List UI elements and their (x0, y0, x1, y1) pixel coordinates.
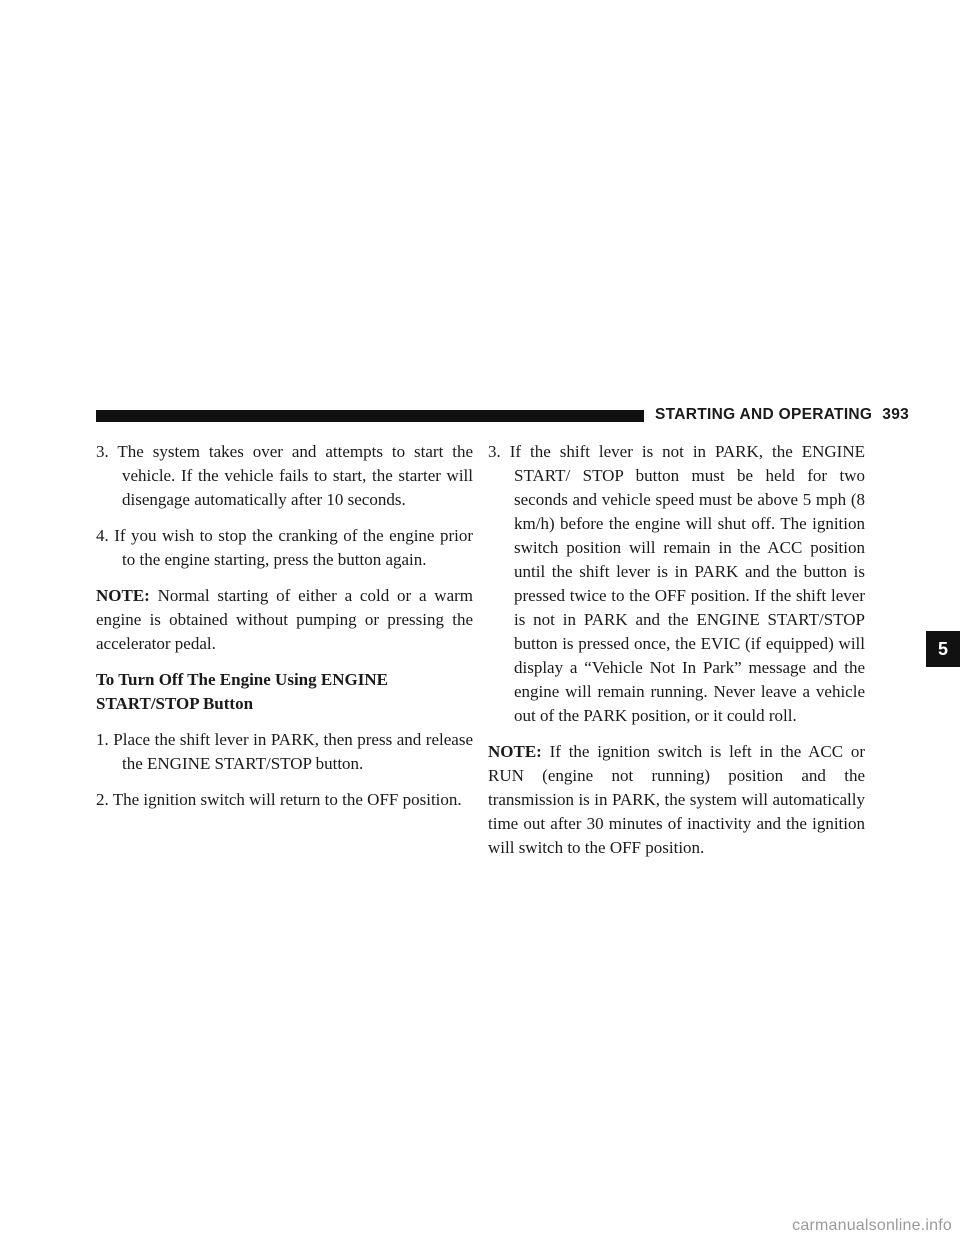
section-title: STARTING AND OPERATING (655, 406, 873, 423)
subheading-line-1: To Turn Off The Engine Using ENGINE (96, 670, 388, 689)
subheading-line-2: START/STOP Button (96, 694, 254, 713)
note-text-right: If the ignition switch is left in the ACC or RUN (engine not running) position and the transmission is in PARK, the system will automatically time out after 30 minutes of inactivity and the ignition will switch to the OFF position. (488, 742, 866, 857)
left-column (96, 440, 473, 824)
section-subheading (96, 668, 473, 716)
watermark: carmanualsonline.info (792, 1217, 952, 1234)
list-item-4: 4. If you wish to stop the cranking of the engine prior to the engine starting, press the button again. (96, 526, 473, 569)
page-number: 393 (882, 406, 910, 423)
list-item-step-1: 1. Place the shift lever in PARK, then press and release the ENGINE START/STOP button. (96, 730, 473, 773)
note-text: Normal starting of either a cold or a warm engine is obtained without pumping or pressing the accelerator pedal. (96, 586, 473, 653)
note-paragraph-right (488, 740, 865, 860)
page-header (655, 406, 909, 424)
note-label: NOTE: (96, 586, 150, 605)
chapter-tab: 5 (926, 631, 960, 667)
list-item-3: 3. The system takes over and attempts to start the vehicle. If the vehicle fails to start, the starter will disengage automatically after 10 seconds. (96, 442, 473, 509)
header-rule (96, 410, 644, 422)
list-item-step-3: 3. If the shift lever is not in PARK, the ENGINE START/ STOP button must be held for two seconds and vehicle speed must be above 5 mph (8 km/h) before the engine will shut off. The ignition switch position will remain in the ACC position until the shift lever is in PARK and the button is pressed twice to the OFF position. If the shift lever is not in PARK and the ENGINE START/STOP button is pressed once, the EVIC (if equipped) will display a “Vehicle Not In Park” message and the engine will remain running. Never leave a vehicle out of the PARK position, or it could roll. (488, 442, 865, 725)
list-item-step-2: 2. The ignition switch will return to the OFF position. (96, 790, 462, 809)
note-paragraph (96, 584, 473, 656)
note-label-right: NOTE: (488, 742, 542, 761)
right-column (488, 440, 865, 872)
